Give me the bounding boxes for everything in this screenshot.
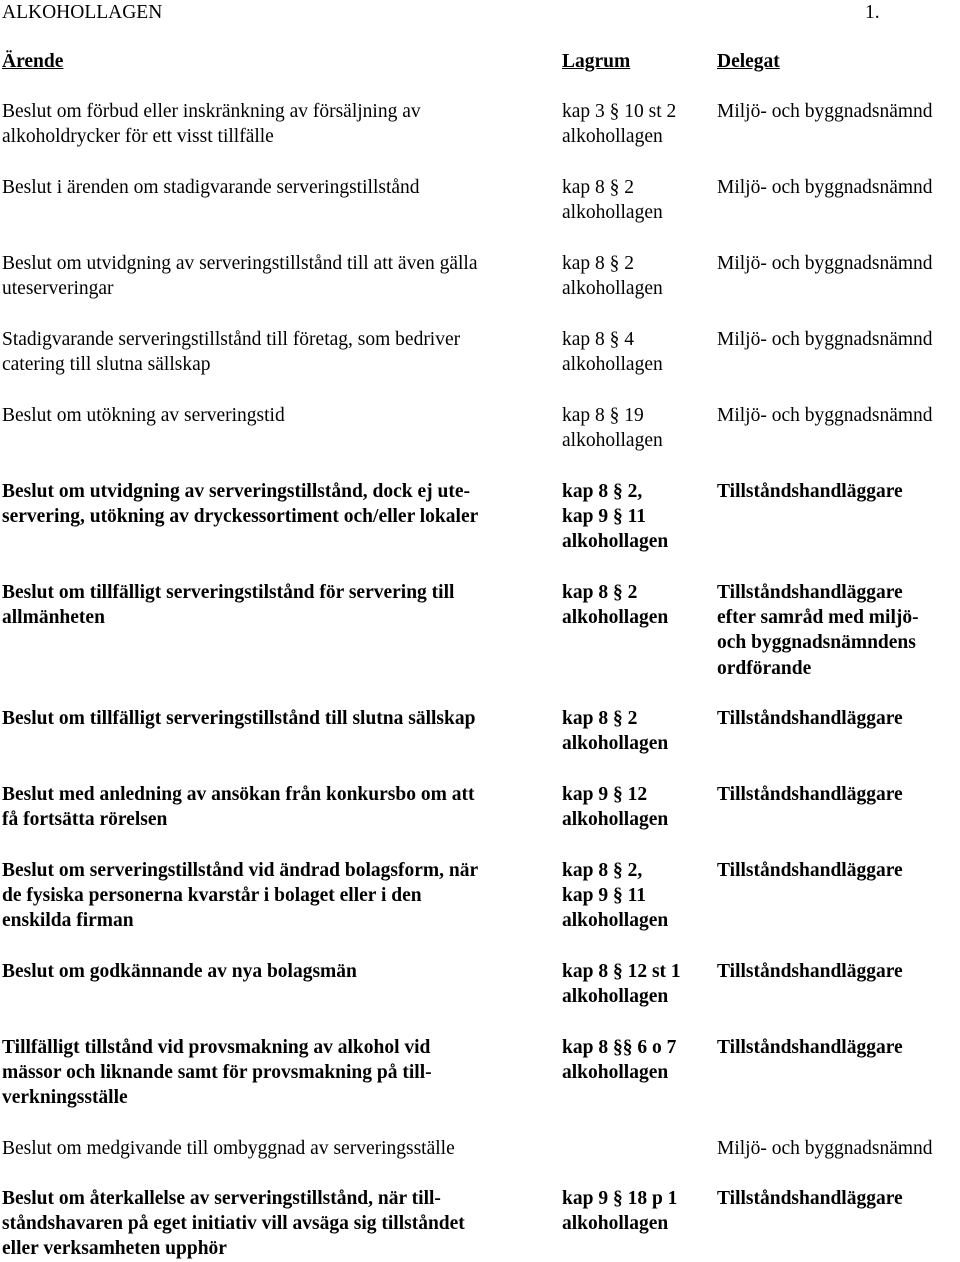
delegat-cell-line: efter samråd med miljö- (717, 607, 919, 629)
delegat-cell-line: Tillståndshandläggare (717, 481, 903, 502)
delegat-cell-line: Miljö- och byggnadsnämnd (717, 101, 933, 122)
delegat-cell-line: Miljö- och byggnadsnämnd (717, 177, 933, 198)
delegat-cell (717, 580, 919, 681)
lagrum-cell-line: alkohollagen (562, 910, 669, 932)
delegat-cell-line: ordförande (717, 657, 812, 679)
arende-cell (2, 858, 478, 934)
delegat-cell-line: Tillståndshandläggare (717, 708, 903, 729)
arende-cell-line: verkningsställe (2, 1087, 128, 1109)
lagrum-cell-line: alkohollagen (562, 1062, 669, 1084)
delegat-cell (717, 479, 903, 504)
table-row (0, 99, 960, 175)
table-row (0, 251, 960, 327)
arende-cell (2, 251, 478, 301)
arende-cell-line: Beslut om tillfälligt serveringstilstånd för servering till (2, 582, 455, 603)
lagrum-cell (562, 327, 663, 377)
arende-cell-line: få fortsätta rörelsen (2, 809, 168, 831)
lagrum-cell-line: kap 8 § 2 (562, 582, 638, 603)
arende-cell-line: uteserveringar (2, 278, 114, 300)
lagrum-cell-line: kap 8 § 19 (562, 405, 644, 426)
arende-cell-line: Beslut med anledning av ansökan från konkursbo om att (2, 784, 475, 805)
arende-cell (2, 479, 478, 529)
lagrum-cell (562, 99, 676, 149)
arende-cell (2, 1186, 465, 1262)
arende-cell-line: Beslut om tillfälligt serveringstillstånd till slutna sällskap (2, 708, 476, 729)
delegat-cell (717, 1186, 903, 1211)
arende-cell-line: Beslut om utvidgning av serveringstillstånd, dock ej ute- (2, 481, 471, 502)
arende-cell-line: Stadigvarande serveringstillstånd till företag, som bedriver (2, 329, 461, 350)
arende-cell (2, 1035, 432, 1111)
arende-cell-line: Beslut om utökning av serveringstid (2, 405, 285, 426)
lagrum-cell-line: alkohollagen (562, 1213, 669, 1235)
arende-cell-line: catering till slutna sällskap (2, 354, 211, 376)
lagrum-cell-line: kap 8 § 2 (562, 177, 635, 198)
delegat-cell (717, 858, 903, 883)
delegat-cell (717, 1035, 903, 1060)
arende-cell-line: Beslut om förbud eller inskränkning av försäljning av (2, 101, 421, 122)
lagrum-cell-line: kap 8 § 12 st 1 (562, 961, 681, 982)
arende-cell-line: de fysiska personerna kvarstår i bolaget eller i den (2, 885, 422, 907)
arende-cell-line: Tillfälligt tillstånd vid provsmakning av alkohol vid (2, 1037, 431, 1058)
delegat-cell-line: Tillståndshandläggare (717, 860, 903, 881)
arende-cell-line: alkoholdrycker för ett visst tillfälle (2, 126, 274, 148)
delegat-cell-line: Miljö- och byggnadsnämnd (717, 253, 933, 274)
lagrum-cell-line: alkohollagen (562, 607, 669, 629)
arende-cell (2, 403, 285, 428)
lagrum-cell (562, 706, 668, 756)
lagrum-cell-line: kap 3 § 10 st 2 (562, 101, 677, 122)
lagrum-cell (562, 782, 668, 832)
delegat-cell (717, 251, 933, 276)
table-row (0, 175, 960, 251)
lagrum-cell-line: kap 9 § 11 (562, 506, 646, 528)
arende-cell (2, 580, 454, 630)
arende-cell-line: eller verksamheten upphör (2, 1238, 227, 1260)
column-header-arende: Ärende (2, 51, 64, 72)
lagrum-cell-line: kap 8 § 2, (562, 481, 643, 502)
delegat-cell-line: Tillståndshandläggare (717, 961, 903, 982)
arende-cell (2, 782, 474, 832)
delegat-cell (717, 1136, 933, 1161)
delegat-cell (717, 175, 933, 200)
table-row (0, 580, 960, 679)
lagrum-cell-line: kap 8 § 4 (562, 329, 635, 350)
lagrum-cell-line: kap 8 § 2 (562, 253, 635, 274)
lagrum-cell-line: kap 8 § 2, (562, 860, 643, 881)
arende-cell-line: Beslut i ärenden om stadigvarande serveringstillstånd (2, 177, 420, 198)
delegat-cell (717, 706, 903, 731)
delegat-cell-line: Tillståndshandläggare (717, 1188, 903, 1209)
lagrum-cell (562, 251, 663, 301)
arende-cell-line: allmänheten (2, 607, 105, 629)
arende-cell (2, 327, 460, 377)
delegat-cell-line: Miljö- och byggnadsnämnd (717, 405, 933, 426)
lagrum-cell (562, 1186, 677, 1236)
lagrum-cell-line: alkohollagen (562, 354, 663, 376)
table-row (0, 403, 960, 479)
delegat-cell (717, 403, 933, 428)
arende-cell-line: Beslut om återkallelse av serveringstillstånd, när till- (2, 1188, 441, 1209)
delegat-cell (717, 959, 903, 984)
lagrum-cell-line: alkohollagen (562, 202, 663, 224)
delegat-cell (717, 99, 933, 124)
arende-cell (2, 99, 421, 149)
lagrum-cell (562, 1035, 676, 1085)
lagrum-cell-line: kap 9 § 12 (562, 784, 648, 805)
arende-cell-line: mässor och liknande samt för provsmakning på till- (2, 1062, 432, 1084)
delegat-cell-line: Miljö- och byggnadsnämnd (717, 329, 933, 350)
arende-cell (2, 175, 420, 200)
lagrum-cell-line: alkohollagen (562, 986, 669, 1008)
arende-cell-line: enskilda firman (2, 910, 134, 932)
table-row (0, 1186, 960, 1262)
lagrum-cell (562, 403, 663, 453)
lagrum-cell (562, 175, 663, 225)
lagrum-cell-line: kap 9 § 11 (562, 885, 646, 907)
arende-cell-line: Beslut om utvidgning av serveringstillstånd till att även gälla (2, 253, 478, 274)
lagrum-cell (562, 580, 668, 630)
page-number: 1. (865, 2, 880, 23)
delegat-cell-line: Tillståndshandläggare (717, 582, 903, 603)
lagrum-cell-line: alkohollagen (562, 278, 663, 300)
delegat-cell-line: och byggnadsnämndens (717, 632, 916, 654)
lagrum-cell-line: alkohollagen (562, 809, 669, 831)
document-title: ALKOHOLLAGEN (2, 2, 163, 23)
arende-cell (2, 959, 357, 984)
table-row (0, 479, 960, 555)
delegat-cell-line: Tillståndshandläggare (717, 1037, 903, 1058)
arende-cell-line: Beslut om medgivande till ombyggnad av serveringsställe (2, 1138, 455, 1159)
delegat-cell (717, 327, 933, 352)
lagrum-cell (562, 858, 668, 934)
table-row (0, 782, 960, 858)
delegat-cell-line: Tillståndshandläggare (717, 784, 903, 805)
table-row (0, 706, 960, 782)
table-row (0, 1035, 960, 1111)
arende-cell-line: Beslut om serveringstillstånd vid ändrad bolagsform, när (2, 860, 479, 881)
arende-cell (2, 706, 475, 731)
lagrum-cell (562, 479, 668, 555)
delegat-cell (717, 782, 903, 807)
column-header-lagrum: Lagrum (562, 51, 631, 72)
lagrum-cell-line: alkohollagen (562, 733, 669, 755)
lagrum-cell-line: kap 9 § 18 p 1 (562, 1188, 678, 1209)
table-row (0, 959, 960, 1035)
arende-cell-line: servering, utökning av dryckessortiment och/eller lokaler (2, 506, 479, 528)
arende-cell (2, 1136, 455, 1161)
lagrum-cell-line: alkohollagen (562, 430, 663, 452)
lagrum-cell-line: alkohollagen (562, 126, 663, 148)
arende-cell-line: ståndshavaren på eget initiativ vill avsäga sig tillståndet (2, 1213, 465, 1235)
lagrum-cell-line: kap 8 §§ 6 o 7 (562, 1037, 677, 1058)
lagrum-cell-line: kap 8 § 2 (562, 708, 638, 729)
table-row (0, 858, 960, 934)
lagrum-cell-line: alkohollagen (562, 531, 669, 553)
arende-cell-line: Beslut om godkännande av nya bolagsmän (2, 961, 357, 982)
lagrum-cell (562, 959, 681, 1009)
column-header-delegat: Delegat (717, 51, 780, 72)
table-row (0, 327, 960, 403)
delegat-cell-line: Miljö- och byggnadsnämnd (717, 1138, 933, 1159)
